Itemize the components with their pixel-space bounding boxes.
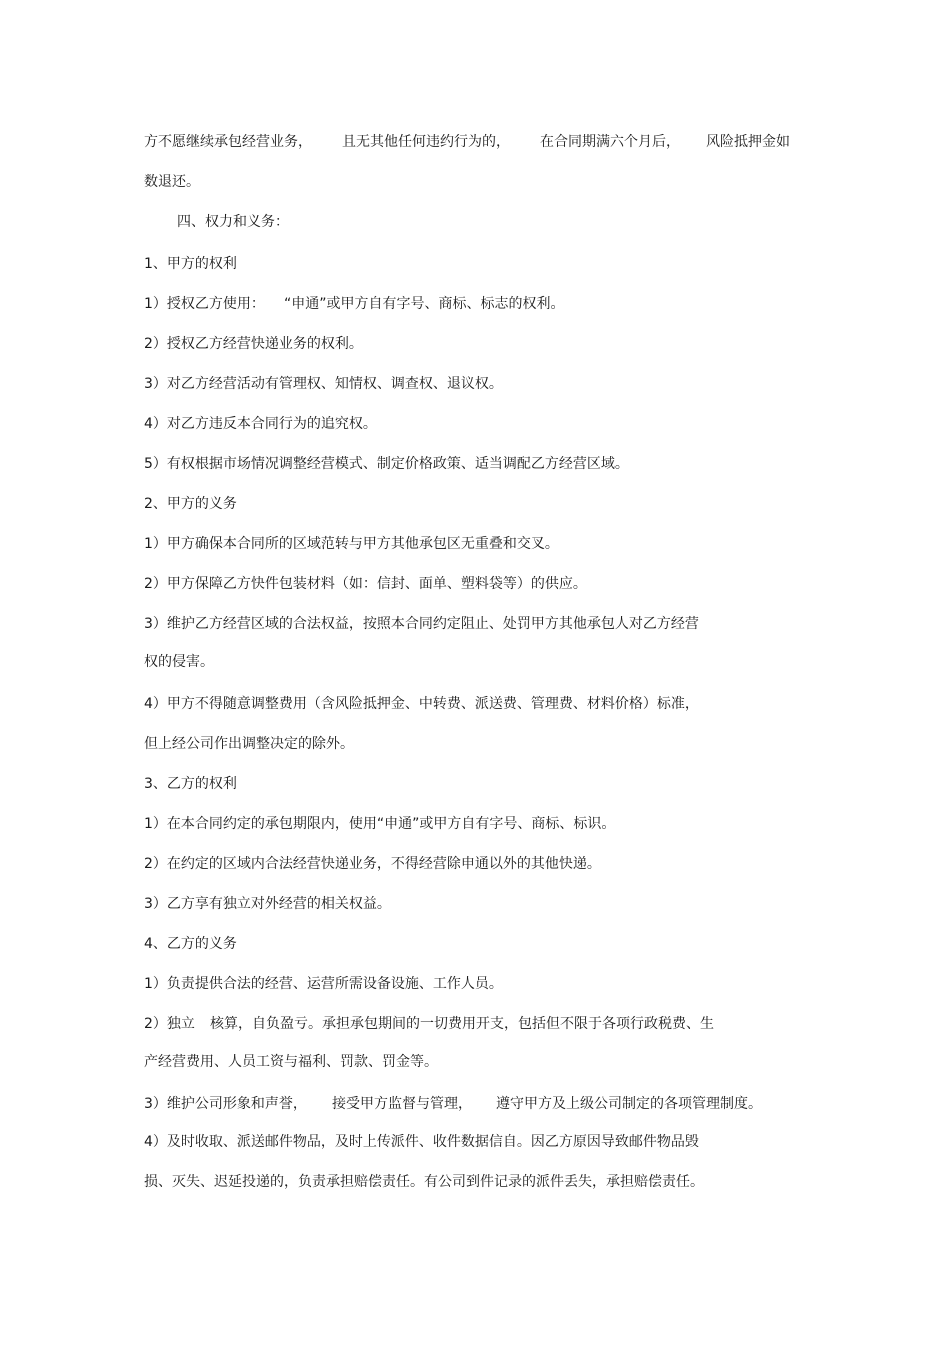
list-item xyxy=(144,814,615,834)
text-segment: 风险抵押金如 xyxy=(706,134,790,150)
text-segment: 2、甲方的义务 xyxy=(144,496,237,512)
list-item-continuation xyxy=(144,1172,704,1192)
text-segment: 接受甲方监督与管理， xyxy=(332,1096,472,1112)
list-item xyxy=(144,974,503,994)
list-item-continuation xyxy=(144,652,214,672)
text-segment: 4）及时收取、派送邮件物品，及时上传派件、收件数据信自。因乙方原因导致邮件物品毁 xyxy=(144,1134,699,1150)
subsection-heading xyxy=(144,774,237,794)
text-segment: 2）独立 xyxy=(144,1016,195,1032)
text-segment: 2）甲方保障乙方快件包装材料（如：信封、面单、塑料袋等）的供应。 xyxy=(144,576,587,592)
text-segment: 在合同期满六个月后， xyxy=(540,134,680,150)
text-segment: 权的侵害。 xyxy=(144,654,214,670)
text-segment: 3）维护乙方经营区域的合法权益，按照本合同约定阻止、处罚甲方其他承包人对乙方经营 xyxy=(144,616,699,632)
text-segment: 1）负责提供合法的经营、运营所需设备设施、工作人员。 xyxy=(144,976,503,992)
text-segment: 5）有权根据市场情况调整经营模式、制定价格政策、适当调配乙方经营区域。 xyxy=(144,456,629,472)
subsection-heading xyxy=(144,494,237,514)
list-item xyxy=(144,894,391,914)
text-segment: 4）甲方不得随意调整费用（含风险抵押金、中转费、派送费、管理费、材料价格）标准， xyxy=(144,696,699,712)
text-segment: 3）维护公司形象和声誉， xyxy=(144,1096,307,1112)
text-segment: “申通”或甲方自有字号、商标、标志的权利。 xyxy=(284,296,565,312)
list-item xyxy=(144,694,699,714)
text-segment: 四、权力和义务： xyxy=(177,214,289,230)
text-segment: 且无其他任何违约行为的， xyxy=(342,134,510,150)
text-segment: 遵守甲方及上级公司制定的各项管理制度。 xyxy=(496,1096,762,1112)
section-heading xyxy=(177,212,289,232)
text-segment: 2）授权乙方经营快递业务的权利。 xyxy=(144,336,363,352)
text-segment: 核算，自负盈亏。承担承包期间的一切费用开支，包括但不限于各项行政税费、生 xyxy=(210,1016,714,1032)
list-item-continuation xyxy=(144,1052,438,1072)
text-segment: 4）对乙方违反本合同行为的追究权。 xyxy=(144,416,377,432)
text-segment: 1）在本合同约定的承包期限内，使用“申通”或甲方自有字号、商标、标识。 xyxy=(144,816,616,832)
text-segment: 方不愿继续承包经营业务， xyxy=(144,134,312,150)
list-item xyxy=(144,574,587,594)
text-segment: 1、甲方的权利 xyxy=(144,256,237,272)
list-item xyxy=(144,1132,699,1152)
list-item xyxy=(144,454,629,474)
text-segment: 4、乙方的义务 xyxy=(144,936,237,952)
list-item xyxy=(144,614,699,634)
text-segment: 3）对乙方经营活动有管理权、知情权、调查权、退议权。 xyxy=(144,376,503,392)
subsection-heading xyxy=(144,934,237,954)
text-segment: 但上经公司作出调整决定的除外。 xyxy=(144,736,354,752)
text-segment: 2）在约定的区域内合法经营快递业务，不得经营除申通以外的其他快递。 xyxy=(144,856,601,872)
list-item xyxy=(144,334,363,354)
text-segment: 1）甲方确保本合同所的区域范转与甲方其他承包区无重叠和交叉。 xyxy=(144,536,559,552)
list-item xyxy=(144,854,601,874)
text-segment: 3）乙方享有独立对外经营的相关权益。 xyxy=(144,896,391,912)
text-segment: 损、灭失、迟延投递的，负责承担赔偿责任。有公司到件记录的派件丢失，承担赔偿责任。 xyxy=(144,1174,704,1190)
list-item xyxy=(144,414,377,434)
list-item xyxy=(144,374,503,394)
text-segment: 产经营费用、人员工资与福利、罚款、罚金等。 xyxy=(144,1054,438,1070)
subsection-heading xyxy=(144,254,237,274)
text-segment: 3、乙方的权利 xyxy=(144,776,237,792)
list-item xyxy=(144,534,559,554)
text-segment: 1）授权乙方使用： xyxy=(144,296,265,312)
paragraph-line xyxy=(144,172,200,192)
list-item-continuation xyxy=(144,734,354,754)
text-segment: 数退还。 xyxy=(144,174,200,190)
